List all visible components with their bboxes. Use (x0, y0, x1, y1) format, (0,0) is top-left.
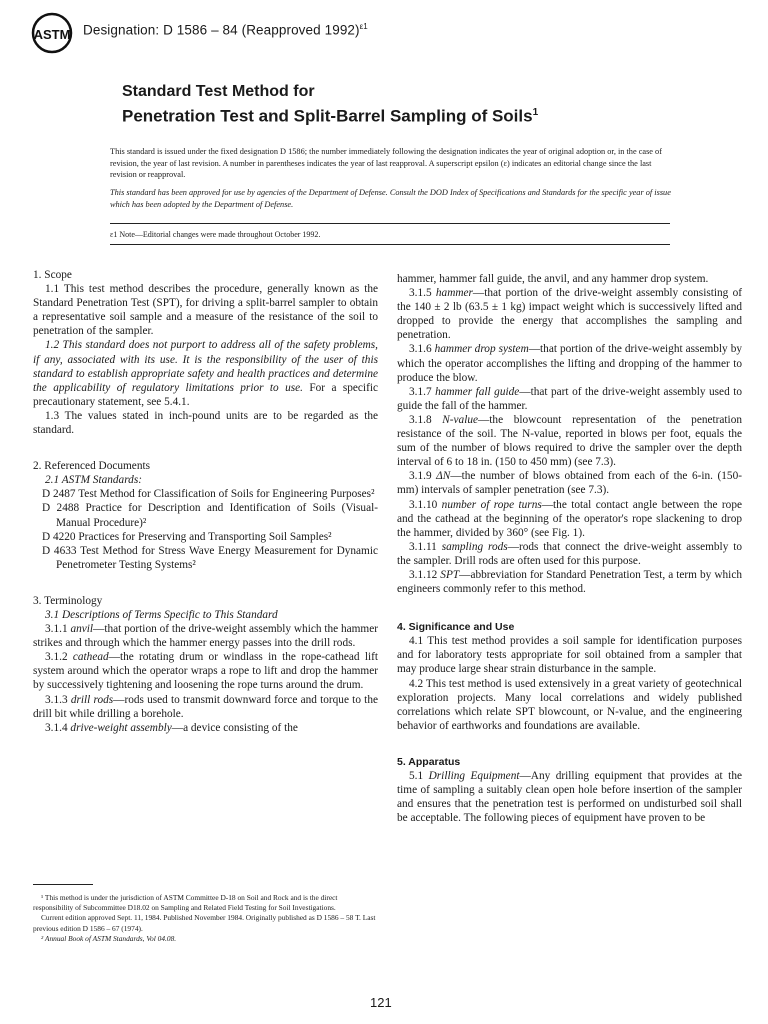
dod-statement: This standard has been approved for use by agencies of the Department of Defense. Consult the DOD Index of Specifications and Standards for the specific year of issue which has been adopted by the Department of Defense. (110, 188, 671, 209)
definition: 3.1.10 number of rope turns—the total contact angle between the rope and the cathead at the beginning of the operator's rope slackening to drop the hammer, divided by 360° (see Fig. 1). (397, 498, 742, 539)
section-heading: 5. Apparatus (397, 755, 461, 768)
paragraph: 1.3 The values stated in inch-pound units are to be regarded as the standard. (33, 409, 378, 437)
footnote: ² Annual Book of ASTM Standards, Vol 04.08. (41, 933, 177, 943)
issuance-statement: This standard is issued under the fixed designation D 1586; the number immediately following the designation indicates the year of original adoption or, in the case of revision, the year of last revision. A number in parentheses indicates the year of last reapproval. A superscript epsilon (ε) indicates an editorial change since the last revision or reapproval. (110, 147, 662, 179)
definition: 3.1.12 SPT—abbreviation for Standard Penetration Test, a term by which engineers commonly refer to this method. (397, 568, 742, 596)
section-heading: 4. Significance and Use (397, 621, 515, 634)
definition: 3.1.6 hammer drop system—that portion of the drive-weight assembly by which the operator accomplishes the lifting and dropping of the hammer to produce the blow. (397, 343, 742, 384)
definition: 3.1.5 hammer—that portion of the drive-weight assembly consisting of the 140 ± 2 lb (63.5 ± 1 kg) impact weight which is successively lifted and dropped to provide the energy that accomplishes the sampling and penetration. (397, 287, 743, 342)
left-column (33, 268, 378, 735)
document-title (122, 81, 538, 127)
title-line-1: Standard Test Method for (122, 83, 315, 100)
paragraph: 4.1 This test method provides a soil sample for identification purposes and for laboratory tests appropriate for soil obtained from a sampler that may produce large shear strain disturbance in the sample. (397, 635, 742, 676)
paragraph: 1.1 This test method describes the procedure, generally known as the Standard Penetration Test (SPT), for driving a split-barrel sampler to obtain a representative soil sample and a measure of the resistance of the soil to penetration of the sampler. (33, 283, 378, 338)
definition: 3.1.11 sampling rods—rods that connect the drive-weight assembly to the sampler. Drill rods are often used for this purpose. (397, 540, 742, 567)
footnotes (33, 893, 378, 944)
footnote: ¹ This method is under the jurisdiction of ASTM Committee D-18 on Soil and Rock and is the direct responsibility of Subcommittee D18.02 on Sampling and Related Field Testing for Soil Investigations. (33, 893, 338, 913)
reference-item: D 4220 Practices for Preserving and Transporting Soil Samples² (42, 530, 332, 543)
divider (110, 223, 670, 224)
section-heading: 1. Scope (33, 269, 72, 281)
paragraph: 5.1 Drilling Equipment—Any drilling equipment that provides at the time of sampling a suitably clean open hole before insertion of the sampler and ensures that the penetration test is performed on undisturbed soil shall be acceptable. The following pieces of equipment have proven to be (397, 770, 742, 825)
designation: Designation: D 1586 – 84 (Reapproved 1992)$^{\varepsilon 1}$ (83, 22, 368, 38)
paragraph: 2.1 ASTM Standards: (45, 474, 142, 487)
page-number: 121 (370, 995, 392, 1010)
definition: 3.1.9 ΔN—the number of blows obtained from each of the 6-in. (150-mm) intervals of sampler penetration (see 7.3). (397, 470, 742, 497)
definition: 3.1.1 anvil—that portion of the drive-weight assembly which the hammer strikes and through which the hammer energy passes into the drill rods. (33, 623, 378, 650)
divider (110, 244, 670, 245)
reference-item: D 4633 Test Method for Stress Wave Energy Measurement for Dynamic Penetrometer Testing Systems² (42, 544, 378, 571)
definition: 3.1.8 N-value—the blowcount representation of the penetration resistance of the soil. The N-value, reported in blows per foot, equals the sum of the number of blows required to drive the sampler over the depth interval of 6 to 18 in. (150 to 450 mm) (see 7.3). (397, 413, 742, 469)
paragraph: hammer, hammer fall guide, the anvil, and any hammer drop system. (397, 273, 709, 285)
editorial-note: ε1 Note—Editorial changes were made throughout October 1992. (110, 230, 321, 239)
right-column (397, 272, 742, 825)
paragraph: 4.2 This test method is used extensively in a great variety of geotechnical exploration projects. Many local correlations and widely published correlations which relate SPT blowcount, or N-value, and the engineering behavior of earthworks and foundations are available. (397, 677, 742, 732)
definition: 3.1.4 drive-weight assembly—a device consisting of the (45, 721, 298, 734)
section-heading: 3. Terminology (33, 594, 103, 607)
title-line-2: Penetration Test and Split-Barrel Sampling of Soils$^1$ (122, 106, 539, 126)
reference-item: D 2487 Test Method for Classification of Soils for Engineering Purposes² (42, 488, 375, 501)
svg-text:ASTM: ASTM (33, 27, 71, 42)
definition: 3.1.2 cathead—the rotating drum or windlass in the rope-cathead lift system around which the operator wraps a rope to lift and drop the hammer by successively tightening and loosening the rope turns around the drum. (33, 651, 378, 692)
astm-logo (30, 12, 74, 54)
paragraph: 3.1 Descriptions of Terms Specific to This Standard (45, 608, 278, 621)
definition: 3.1.7 hammer fall guide—that part of the drive-weight assembly used to guide the fall of the hammer. (397, 385, 743, 412)
footnote: Current edition approved Sept. 11, 1984. Published November 1984. Originally published as D 1586 – 58 T. Last previous edition D 1586 – 67 (1974). (33, 913, 376, 933)
section-heading: 2. Referenced Documents (33, 460, 151, 473)
paragraph: 1.2 This standard does not purport to address all of the safety problems, if any, associated with its use. It is the responsibility of the user of this standard to establish appropriate safety and health practices and determine the applicability of regulatory limitations prior to use. For a specific precautionary statement, see 5.4.1. (33, 339, 378, 408)
footnote-rule (33, 884, 93, 885)
reference-item: D 2488 Practice for Description and Identification of Soils (Visual-Manual Procedure)² (42, 502, 378, 529)
definition: 3.1.3 drill rods—rods used to transmit downward force and torque to the drill bit while drilling a borehole. (33, 693, 378, 720)
